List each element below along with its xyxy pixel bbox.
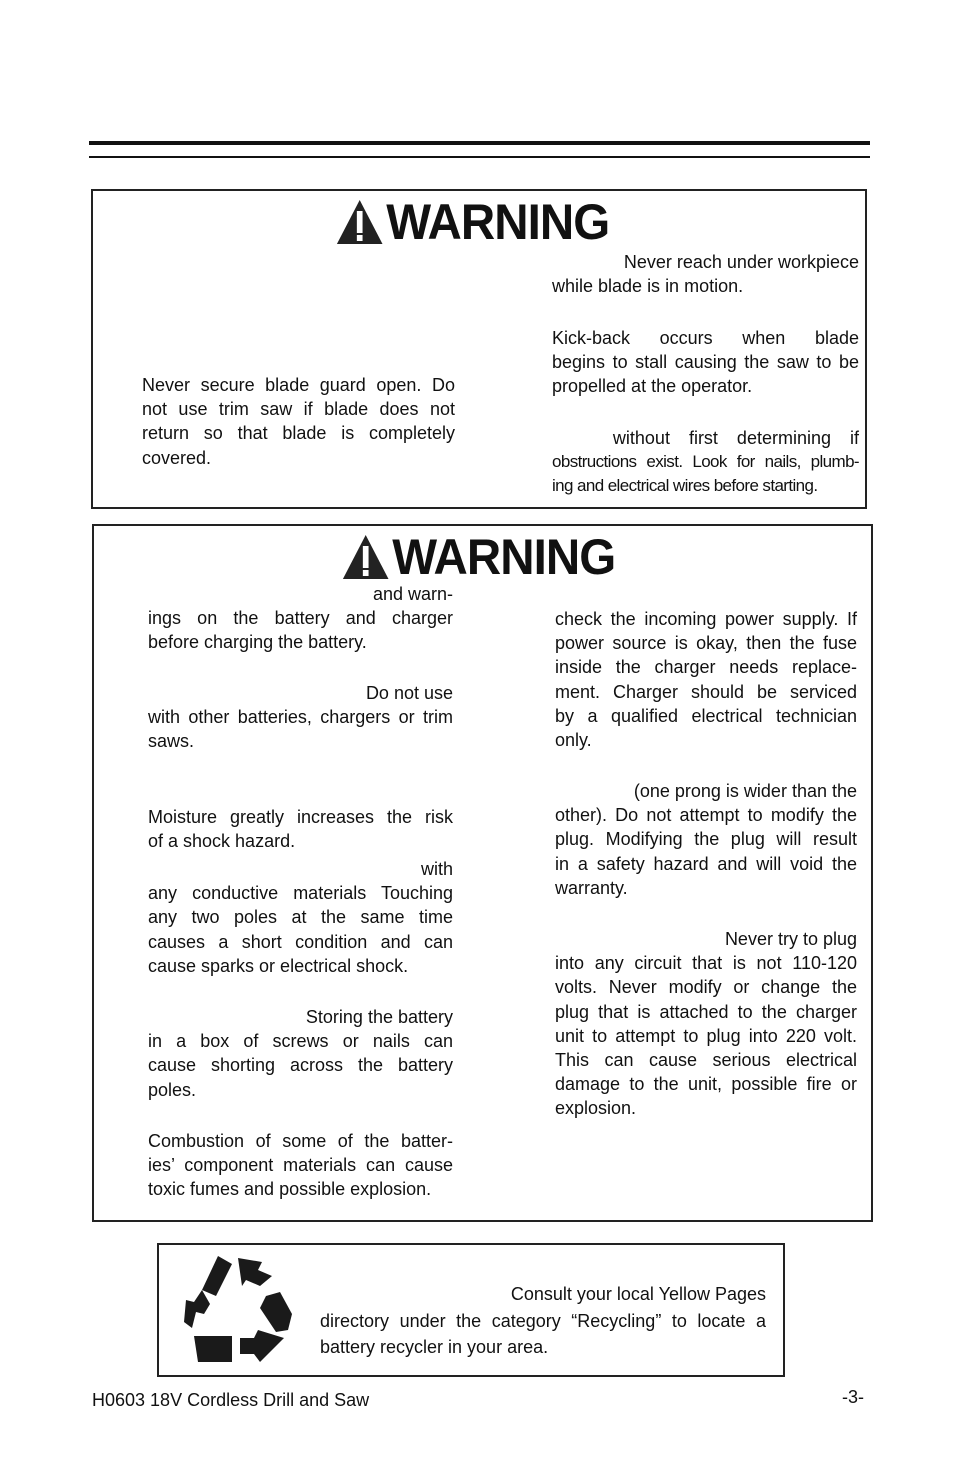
box2-right-paragraph-1 [555,607,857,752]
text-line: return so that blade is completely [142,423,455,444]
box2-left-paragraph-6 [148,1129,453,1202]
text-line: not use trim saw if blade does not [142,399,455,420]
text-line: directory under the category “Recycling” to locate a [320,1310,766,1331]
text-line: Kick-back occurs when blade [552,328,859,348]
text-line: plug. Modifying the plug will result [555,829,857,850]
text-line: without first determining if [612,428,859,448]
warning-heading-text: WARNING [386,194,610,250]
text-line: Combustion of some of the batter- [148,1131,453,1151]
text-line: only. [555,730,592,751]
text-line: Moisture greatly increases the risk [148,807,453,827]
text-line: (one prong is wider than the [633,781,857,801]
box1-left-paragraph [142,373,455,470]
warning-heading-2 [341,528,615,586]
header-rule-thin [89,156,870,158]
text-line: Never try to plug [724,929,857,949]
recycle-icon [180,1252,298,1366]
text-line: Do not use [365,683,453,703]
footer-title: H0603 18V Cordless Drill and Saw [92,1390,370,1410]
warning-triangle-icon [341,533,390,581]
text-line: with other batteries, chargers or trim [148,707,453,728]
box1-right-paragraph-1 [552,250,859,298]
box2-left-paragraph-2 [148,681,453,754]
text-line: Consult your local Yellow Pages [510,1284,766,1304]
box2-left-paragraph-4 [148,857,453,978]
warning-triangle-icon [335,198,384,246]
text-line: any conductive materials Touching [148,883,453,904]
text-line: inside the charger needs replace- [555,657,857,678]
text-line: ment. Charger should be serviced [555,681,857,702]
text-line: in a box of screws or nails can [148,1031,453,1052]
text-line: any two poles at the same time [148,907,453,928]
text-line: obstructions exist. Look for nails, plumb- [552,452,859,472]
text-line: Storing the battery [305,1007,453,1027]
box2-right-paragraph-2 [555,779,857,900]
text-line: with [420,859,453,879]
text-line: toxic fumes and possible explosion. [148,1179,432,1200]
text-line: covered. [142,447,212,468]
text-line: ings on the battery and charger [148,608,453,629]
box1-right-paragraph-2 [552,326,859,399]
text-line: power source is okay, then the fuse [555,633,857,654]
text-line: other). Do not attempt to modify the [555,805,857,826]
text-line: into any circuit that is not 110-120 [555,953,857,974]
text-line: in a safety hazard and will void the [555,853,857,874]
text-line: unit to attempt to plug into 220 volt. [555,1025,857,1046]
text-line: ing and electrical wires before starting. [552,476,818,496]
text-line: Never secure blade guard open. Do [142,375,455,395]
text-line: check the incoming power supply. If [555,609,857,629]
text-line: cause shorting across the battery [148,1055,453,1076]
recycle-paragraph [320,1281,766,1361]
text-line: while blade is in motion. [552,276,744,297]
text-line: plug that is attached to the charger [555,1001,857,1022]
box2-left-paragraph-1 [148,582,453,655]
text-line: battery recycler in your area. [320,1337,549,1357]
page-number: -3- [842,1387,864,1407]
text-line: volts. Never modify or change the [555,977,857,998]
text-line: Never reach under workpiece [623,252,859,272]
text-line: explosion. [555,1098,637,1119]
box2-right-paragraph-3 [555,927,857,1121]
warning-heading-text: WARNING [392,529,616,585]
text-line: warranty. [555,877,628,898]
box1-right-paragraph-3 [552,426,859,499]
text-line: ies’ component materials can cause [148,1155,453,1176]
text-line: and warn- [372,584,453,604]
text-line: propelled at the operator. [552,376,753,397]
text-line: This can cause serious electrical [555,1050,857,1071]
text-line: before charging the battery. [148,632,367,653]
text-line: cause sparks or electrical shock. [148,955,409,976]
warning-heading-1 [335,193,609,251]
text-line: causes a short condition and can [148,931,453,952]
text-line: begins to stall causing the saw to be [552,352,859,373]
text-line: poles. [148,1079,197,1100]
text-line: damage to the unit, possible fire or [555,1074,857,1095]
header-rule-thick [89,141,870,145]
text-line: saws. [148,731,195,752]
box2-left-paragraph-5 [148,1005,453,1102]
box2-left-paragraph-3 [148,805,453,853]
text-line: by a qualified electrical technician [555,705,857,726]
text-line: of a shock hazard. [148,831,296,852]
